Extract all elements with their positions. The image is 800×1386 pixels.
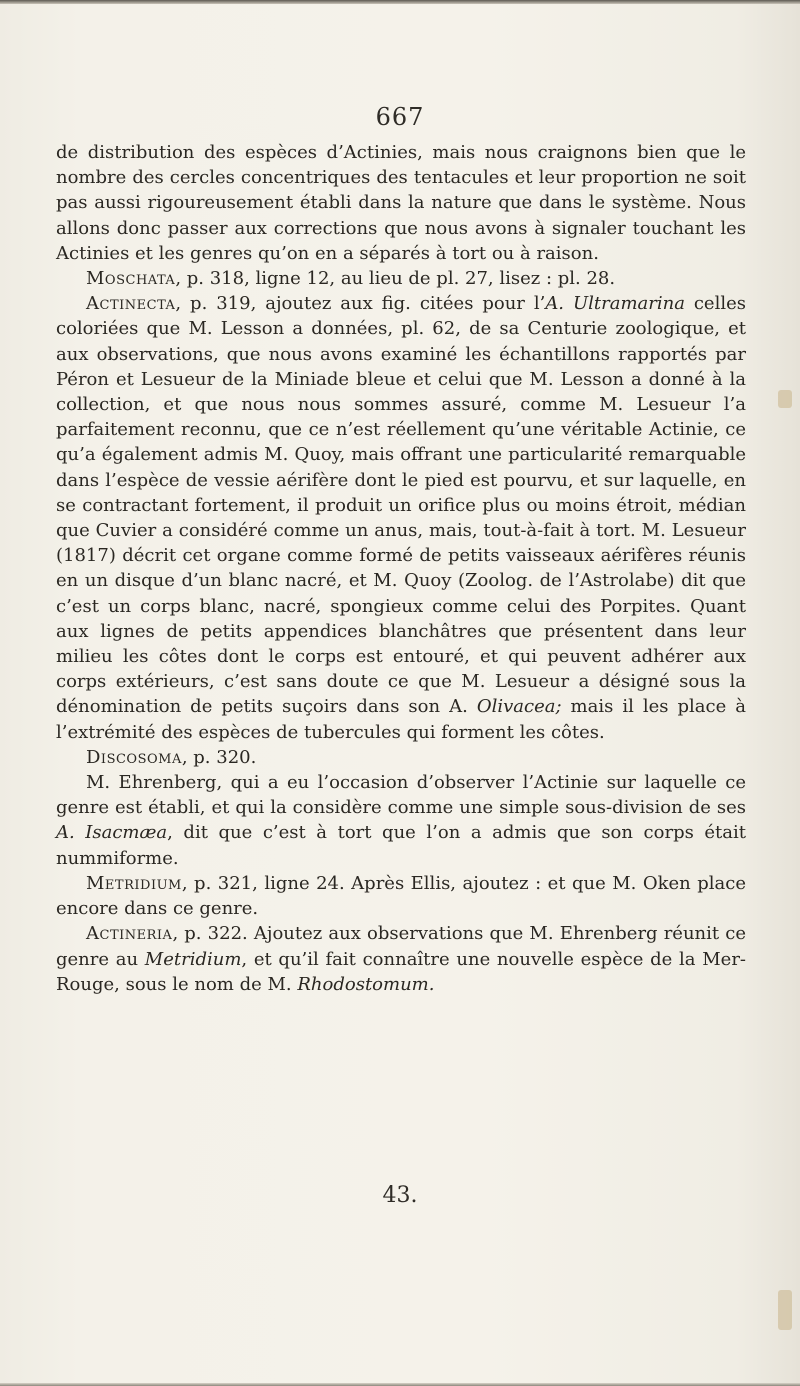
entry-heading: Discosoma (86, 746, 182, 768)
entry-heading: Actinecta (86, 293, 176, 315)
signature-mark: 43. (382, 1183, 418, 1208)
text-run: , p. 319, ajoutez aux fig. citées pour l’ (175, 293, 546, 315)
margin-stain (778, 390, 792, 408)
text-run: de distribution des espèces d’Actinies, mais nous craignons bien que le nombre des cercles concentriques des tentacules et leur proportion ne soit pas aussi rigoureusement établi dans la nature que dans le système. Nous allons donc passer aux corrections que nous avons à signaler touchant les Actinies et les genres qu’on en a séparés à tort ou à raison. (56, 142, 746, 264)
paragraph-moschata (56, 266, 746, 291)
italic-term: A. Isacmæa (56, 822, 168, 844)
paragraph-distribution (56, 140, 746, 266)
text-run: mais il les place à l’extrémité des espèces de tubercules qui forment les côtes. (56, 696, 746, 743)
text-run: , dit que c’est à tort que l’on a admis que son corps était nummiforme. (56, 822, 746, 869)
text-run: , p. 318, ligne 12, au lieu de pl. 27, lisez : pl. 28. (175, 268, 616, 290)
paragraph-discosoma-heading (56, 745, 746, 770)
text-run: M. Ehrenberg, qui a eu l’occasion d’observer l’Actinie sur laquelle ce genre est établi, et qui la considère comme une simple sous-division de ses (56, 772, 746, 819)
text-run: , p. 322. Ajoutez aux observations que M. Ehrenberg réunit ce genre au (56, 923, 746, 970)
body-text (56, 140, 746, 997)
italic-term: Metridium (144, 948, 242, 970)
page-number: 667 (375, 103, 425, 131)
paragraph-actinecta (56, 291, 746, 745)
text-run: , et qu’il fait connaître une nouvelle espèce de la Mer-Rouge, sous le nom de M. (56, 948, 747, 995)
entry-heading: Metridium (86, 872, 182, 894)
text-run: , p. 321, ligne 24. Après Ellis, ajoutez : et que M. Oken place encore dans ce genre. (56, 872, 746, 920)
text-run: celles coloriées que M. Lesson a données, pl. 62, de sa Centurie zoologique, et aux observations, que nous avons examiné les échantillons rapportés par Péron et Lesueur de la Miniade bleue et celui que M. Lesson a donné à la collection, et que nous nous sommes assuré, comme M. Lesueur l’a parfaitement reconnu, que ce n’est réellement qu’une véritable Actinie, ce qu’a également admis M. Quoy, mais offrant une particularité remarquable dans l’espèce de vessie aérifère dont le pied est pourvu, et sur laquelle, en se contractant fortement, il produit un orifice plus ou moins étroit, médian que Cuvier a considéré comme un anus, mais, tout-à-fait à tort. M. Lesueur (1817) décrit cet organe comme formé de petits vaisseaux aérifères réunis en un disque d’un blanc nacré, et M. Quoy (Zoolog. de l’Astrolabe) dit que c’est un corps blanc, nacré, spongieux comme celui des Porpites. Quant aux lignes de petits appendices blanchâtres que présentent dans leur milieu les côtes dont le corps est entouré, et qui peuvent adhérer aux corps extérieurs, c’est sans doute ce que M. Lesueur a désigné sous la dénomination de petits suçoirs dans son A. (56, 293, 746, 718)
margin-stain (778, 1290, 792, 1330)
paragraph-actineria (56, 921, 746, 997)
italic-term: A. Ultramarina (545, 293, 685, 315)
top-edge-shadow (0, 0, 800, 4)
paragraph-metridium (56, 871, 746, 921)
entry-heading: Actineria (86, 923, 173, 945)
italic-term: Rhodostomum. (297, 973, 435, 995)
italic-term: Olivacea; (476, 696, 562, 718)
paragraph-discosoma-note (56, 770, 746, 871)
text-run: , p. 320. (181, 746, 257, 768)
entry-heading: Moschata (86, 268, 176, 290)
